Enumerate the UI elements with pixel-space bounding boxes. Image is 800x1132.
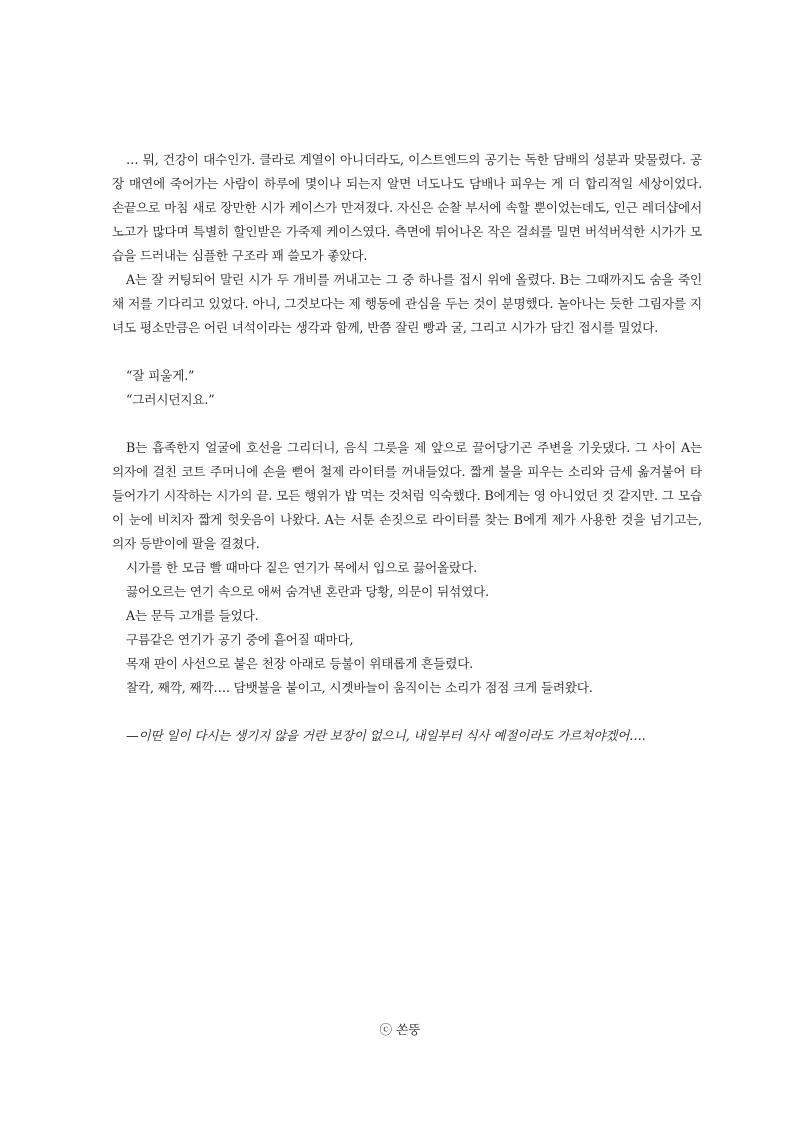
narration-line-6: 찰칵, 째깍, 째깍…. 담뱃불을 붙이고, 시곗바늘이 움직이는 소리가 점점 크게 들려왔다.: [126, 680, 593, 695]
paragraph-gap: [112, 340, 702, 364]
paragraph-gap: [112, 412, 702, 436]
dialogue-line-1: “잘 피울게.”: [126, 368, 195, 383]
dialogue-line-2: “그러시던지요.”: [126, 392, 215, 407]
copyright-footer: ⓒ 쏜뚱: [379, 1022, 421, 1037]
narration-line-2: 끓어오르는 연기 속으로 애써 숨겨낸 혼란과 당황, 의문이 뒤섞였다.: [126, 584, 489, 599]
narration-line-5: 목재 판이 사선으로 붙은 천장 아래로 등불이 위태롭게 흔들렸다.: [126, 656, 474, 671]
closing-thought: —이딴 일이 다시는 생기지 않을 거란 보장이 없으니, 내일부터 식사 예절이라도 가르쳐야겠어….: [126, 728, 646, 743]
paragraph-3: B는 흡족한지 얼굴에 호선을 그리더니, 음식 그릇을 제 앞으로 끌어당기곤 주변을 기웃댔다. 그 사이 A는 의자에 걸친 코트 주머니에 손을 뻗어 철제 라이터를 꺼내들었다. 짧게 불을 피우는 소리와 금세 옮겨붙어 타들어가기 시작하는 시가의 끝. 모든 행위가 밥 먹는 것처럼 익숙했다. B에게는 영 아니었던 것 같지만. 그 모습이 눈에 비치자 짧게 헛웃음이 나왔다. A는 서툰 손짓으로 라이터를 찾는 B에게 제가 사용한 것을 넘기고는, 의자 등받이에 팔을 걸쳤다.: [112, 440, 702, 551]
paragraph-gap: [112, 700, 702, 724]
paragraph-2: A는 잘 커팅되어 말린 시가 두 개비를 꺼내고는 그 중 하나를 접시 위에 올렸다. B는 그때까지도 숨을 죽인 채 저를 기다리고 있었다. 아니, 그것보다는 제 행동에 관심을 두는 것이 분명했다. 놀아나는 듯한 그림자를 지녀도 평소만큼은 어린 녀석이라는 생각과 함께, 반쯤 잘린 빵과 굴, 그리고 시가가 담긴 접시를 밀었다.: [112, 272, 702, 335]
story-text: [112, 148, 702, 748]
narration-line-1: 시가를 한 모금 빨 때마다 짙은 연기가 목에서 입으로 끓어올랐다.: [126, 560, 477, 575]
narration-line-3: A는 문득 고개를 들었다.: [126, 608, 259, 623]
paragraph-1: … 뭐, 건강이 대수인가. 클라로 계열이 아니더라도, 이스트엔드의 공기는 독한 담배의 성분과 맞물렸다. 공장 매연에 죽어가는 사람이 하루에 몇이나 되는지 알면 너도나도 담배나 피우는 게 더 합리적일 세상이었다. 손끝으로 마침 새로 장만한 시가 케이스가 만져졌다. 자신은 순찰 부서에 속할 뿐이었는데도, 인근 레더샵에서 노고가 많다며 특별히 할인받은 가죽제 케이스였다. 측면에 튀어나온 작은 걸쇠를 밀면 버석버석한 시가가 모습을 드러내는 심플한 구조라 꽤 쓸모가 좋았다.: [112, 152, 702, 263]
narration-line-4: 구름같은 연기가 공기 중에 흩어질 때마다,: [126, 632, 354, 647]
